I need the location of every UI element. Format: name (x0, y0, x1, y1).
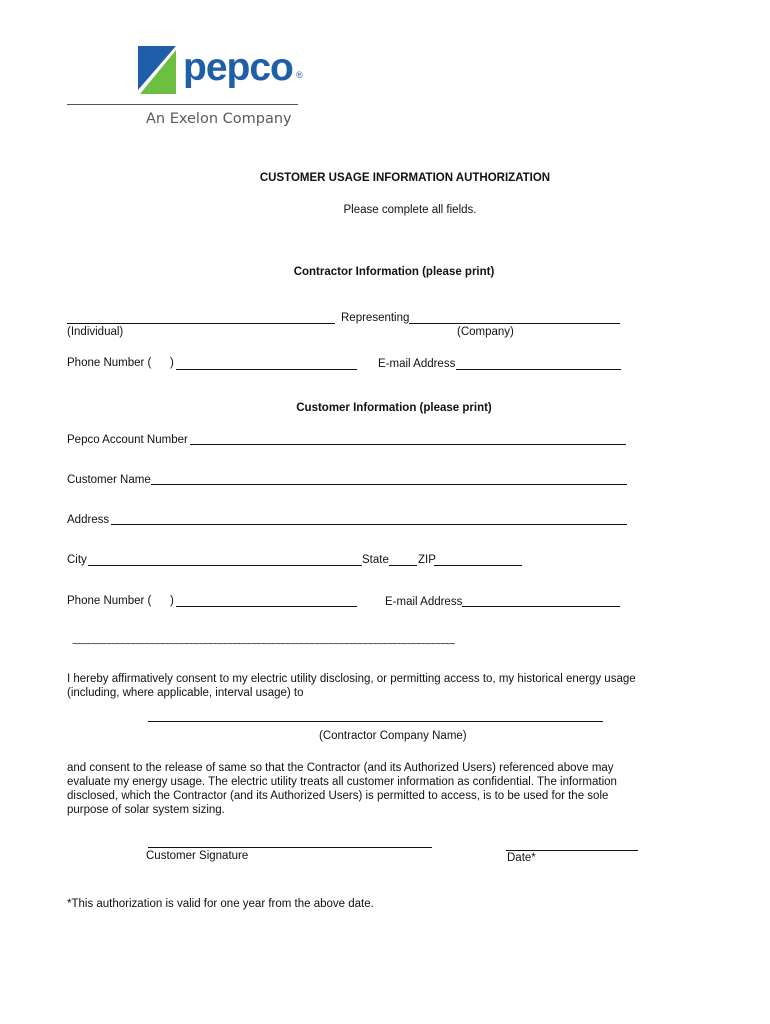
representing-label: Representing (341, 312, 410, 324)
customer-email-field[interactable] (462, 606, 620, 607)
contractor-email-field[interactable] (456, 369, 621, 370)
logo-wordmark: pepco (183, 46, 293, 89)
state-field[interactable] (389, 565, 417, 566)
company-caption: (Company) (457, 326, 514, 338)
customer-signature-label: Customer Signature (146, 850, 249, 862)
consent-para2-line-2: evaluate my energy usage. The electric utility treats all customer information as confidential. The information (67, 776, 617, 788)
date-label: Date* (507, 852, 536, 864)
contractor-section-heading: Contractor Information (please print) (293, 266, 495, 278)
address-label: Address (67, 514, 110, 526)
contractor-email-label: E-mail Address (378, 358, 456, 370)
logo-tagline: An Exelon Company (146, 111, 292, 127)
account-number-field[interactable] (190, 444, 626, 445)
zip-field[interactable] (434, 565, 522, 566)
individual-caption: (Individual) (67, 326, 124, 338)
consent-para2-line-3: disclosed, which the Contractor (and its Authorized Users) is permitted to access, is to be used for the sole (67, 790, 609, 802)
zip-label: ZIP (418, 554, 436, 566)
consent-para2-line-4: purpose of solar system sizing. (67, 804, 225, 816)
individual-field[interactable] (67, 323, 335, 324)
form-title: CUSTOMER USAGE INFORMATION AUTHORIZATION (259, 172, 551, 184)
contractor-company-caption: (Contractor Company Name) (319, 730, 467, 742)
consent-line-2: (including, where applicable, interval usage) to (67, 687, 304, 699)
consent-line-1: I hereby affirmatively consent to my electric utility disclosing, or permitting access to, my historical energy usage (67, 673, 636, 685)
consent-para2-line-1: and consent to the release of same so that the Contractor (and its Authorized Users) referenced above may (67, 762, 614, 774)
state-label: State (362, 554, 389, 566)
city-label: City (67, 554, 87, 566)
account-number-label: Pepco Account Number (67, 434, 188, 446)
customer-name-field[interactable] (151, 484, 627, 485)
customer-phone-field[interactable] (176, 606, 357, 607)
city-field[interactable] (88, 565, 362, 566)
contractor-phone-field[interactable] (176, 369, 357, 370)
contractor-phone-close: ) (170, 357, 174, 369)
validity-footnote: *This authorization is valid for one year from the above date. (67, 898, 374, 910)
customer-name-label: Customer Name (67, 474, 151, 486)
contractor-company-name-field[interactable] (148, 721, 603, 722)
customer-phone-close: ) (170, 595, 174, 607)
customer-signature-field[interactable] (148, 847, 432, 848)
customer-phone-label: Phone Number ( (67, 595, 152, 607)
representing-company-field[interactable] (409, 323, 620, 324)
address-field[interactable] (111, 524, 627, 525)
customer-email-label: E-mail Address (385, 596, 463, 608)
pepco-logo (138, 44, 318, 96)
logo-rule (67, 104, 298, 105)
tilde-divider: ~~~~~~~~~~~~~~~~~~~~~~~~~~~~~~~~~~~~~~~~~~~~~~~~~~~~~~~~~~~~~~~~~~~~~~~~~~~~~~~ (72, 639, 455, 650)
logo-registered-mark: ® (296, 70, 303, 80)
contractor-phone-label: Phone Number ( (67, 357, 152, 369)
customer-section-heading: Customer Information (please print) (296, 402, 492, 414)
pepco-logo-mark-icon (138, 46, 176, 94)
form-instruction: Please complete all fields. (343, 204, 477, 216)
